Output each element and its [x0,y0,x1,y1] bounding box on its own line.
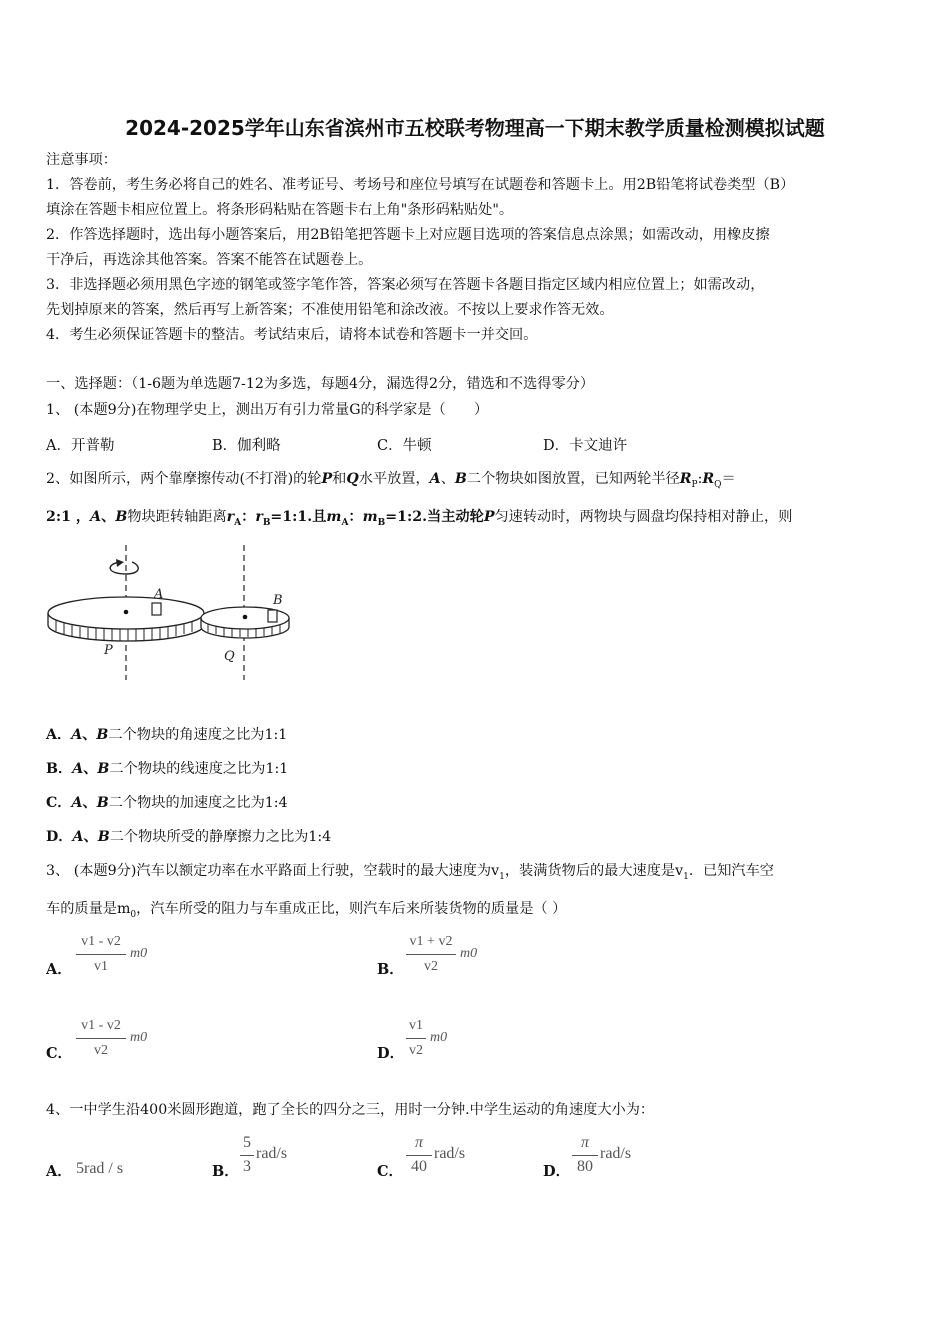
q3-stem-line2: 车的质量是$m_0$，汽车所受的阻力与车重成正比，则汽车后来所装货物的质量是（ ） [46,901,567,920]
q3-option-a-letter: A． [46,961,72,978]
notice-line-3: 2．作答选择题时，选出每小题答案后，用2B铅笔把答题卡上对应题目选项的答案信息点涂黑；如需改动，用橡皮擦 [46,227,770,243]
notice-heading: 注意事项： [46,152,117,168]
q3-option-b-letter: B． [377,961,404,978]
notice-line-1: 1．答卷前，考生务必将自己的姓名、准考证号、考场号和座位号填写在试题卷和答题卡上。用2B铅笔将试卷类型（B） [46,177,795,193]
label-a: A [154,587,164,602]
q4-option-c-formula: π 40 rad/s [406,1134,486,1182]
q3-option-a-formula: v1 - v2 v1 m0 [76,934,156,982]
q3-option-c-letter: C． [46,1045,73,1062]
q4-option-d-formula: π 80 rad/s [572,1134,652,1182]
notice-line-5: 3．非选择题必须用黑色字迹的钢笔或签字笔作答，答案必须写在答题卡各题目指定区域内相应位置上；如需改动， [46,277,765,293]
label-q: Q [224,649,235,664]
label-b: B [273,593,283,608]
notice-line-6: 先划掉原来的答案，然后再写上新答案；不准使用铅笔和涂改液。不按以上要求作答无效。 [46,302,614,318]
q4-option-b-formula: 5 3 rad/s [240,1134,310,1182]
block-a [152,603,161,615]
q2-option-a: A．A、B二个物块的角速度之比为1:1 [46,727,288,743]
q1-stem: 1、 (本题9分)在物理学史上，测出万有引力常量G的科学家是（ ） [46,402,489,418]
q4-option-c-letter: C． [377,1163,404,1180]
q3-option-b-formula: v1 + v2 v2 m0 [406,934,486,982]
q3-option-d-formula: v1 v2 m0 [406,1018,466,1066]
notice-line-7: 4．考生必须保证答题卡的整洁。考试结束后，请将本试卷和答题卡一并交回。 [46,327,538,343]
q1-option-a: A．开普勒 [46,438,115,454]
q3-option-c-formula: v1 - v2 v2 m0 [76,1018,156,1066]
label-p: P [104,643,113,658]
center-dot-q [243,615,248,620]
q2-stem-line1: 2、如图所示，两个靠摩擦传动(不打滑)的轮P和Q水平放置，A、B二个物块如图放置，已知两轮半径$R_P:R_Q=$ [46,471,736,490]
rotation-arrow-icon [110,562,138,574]
q4-option-b-letter: B． [212,1163,239,1180]
block-b [268,610,277,622]
q2-stem-line2: 2:1 ，A、B物块距转轴距离$r_A$：$r_B=1:1$.且$m_A$：$m_B=1:2$.当主动轮P匀速转动时，两物块与圆盘均保持相对静止，则 [46,509,793,528]
page-title: 2024-2025学年山东省滨州市五校联考物理高一下期末教学质量检测模拟试题 [125,116,825,140]
q2-figure-wheels [40,540,310,685]
q1-option-b: B．伽利略 [212,438,281,454]
q4-stem: 4、一中学生沿400米圆形跑道，跑了全长的四分之三，用时一分钟.中学生运动的角速度大小为： [46,1102,655,1118]
notice-line-2: 填涂在答题卡相应位置上。将条形码粘贴在答题卡右上角"条形码粘贴处"。 [46,202,514,218]
section-heading: 一、选择题：（1-6题为单选题7-12为多选，每题4分，漏选得2分，错选和不选得零分） [46,376,595,392]
q2-option-c: C．A、B二个物块的加速度之比为1:4 [46,795,288,811]
q1-option-c: C．牛顿 [377,438,432,454]
q2-option-d: D．A、B二个物块所受的静摩擦力之比为1:4 [46,829,332,845]
q4-option-d-letter: D． [543,1163,571,1180]
q1-option-d: D．卡文迪许 [543,438,628,454]
q3-option-d-letter: D． [377,1045,405,1062]
center-dot-p [124,610,129,615]
q4-option-a-letter: A． [46,1163,72,1180]
notice-line-4: 干净后，再选涂其他答案。答案不能答在试题卷上。 [46,252,373,268]
q3-stem-line1: 3、 (本题9分)汽车以额定功率在水平路面上行驶，空载时的最大速度为$v_1$，装满货物后的最大速度是$v_1$．已知汽车空 [46,863,774,882]
q4-option-a-value: 5rad / s [76,1160,124,1177]
q2-option-b: B．A、B二个物块的线速度之比为1:1 [46,761,289,777]
